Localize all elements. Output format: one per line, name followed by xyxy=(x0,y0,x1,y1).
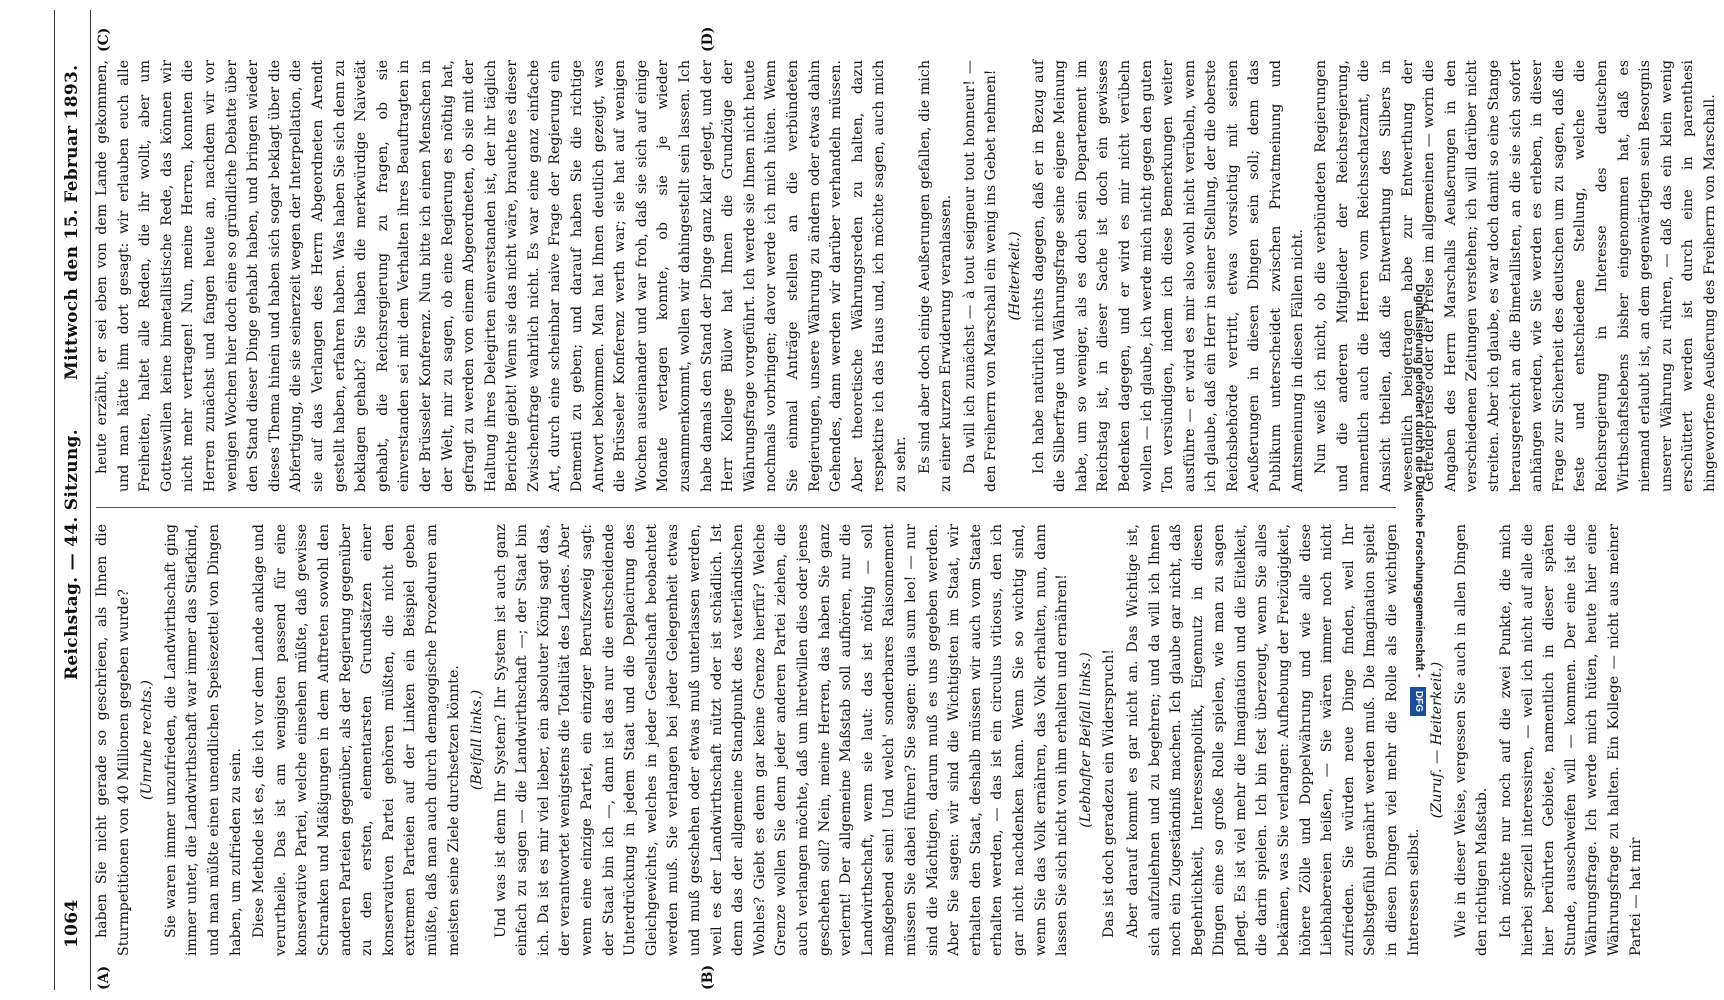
stage-direction: (Zuruf. — Heiterkeit.) xyxy=(1429,661,1446,819)
paragraph: haben Sie nicht gerade so geschrieen, als Ihnen die Sturmpetitionen von 40 Millionen gegeben wurde? xyxy=(94,524,132,956)
page-number: 1064 xyxy=(62,899,82,948)
paragraph: Ich möchte nur noch auf die zwei Punkte, die mich hierbei speziell interessiren, — weil ich nicht auf alle die hier berührten Gebiete, namentlich in dieser späten Stunde, ausschweifen will — kommen. Der eine ist die Währungsfrage. Ich werde mich hüten, heute hier eine Währungsfrage zu halten. Ein Kollege — nicht aus meiner Partei — hat mir xyxy=(1498,524,1644,956)
paragraph: Nun weiß ich nicht, ob die verbündeten Regierungen und die anderen Mitglieder der Reichsregierung, namentlich auch die Herren vom Reichsschatzamt, die Ansicht theilen, daß die Entwerthung des Silbers in wesentlich beigetragen habe zur Entwerthung der Getreidepreise oder der Preise im allgemeinen — worin die Angaben des Herrn Marschalls Aeußerungen in den verschiedenen Zeitungen verstehen; ich will darüber nicht streiten. Aber ich glaube, es war doch damit so eine Stange herausgereicht an die Bimetallisten, an die sie sich sofort anhängen werden, wie Sie werden es erleben, in dieser Frage zur Sicherheit des deutschen um zu sagen, daß die feste und entschiedene Stellung, welche die Reichsregierung in Interesse des deutschen Wirthschaftslebens bisher eingenommen hat, daß es niemand erlaubt ist, an dem gegenwärtigen sein Besorgnis unserer Währung zu rühren, — daß das ein klein wenig erschüttert werden ist durch eine in parenthesi hingeworfene Aeußerung des Freiherrn von Marschall. xyxy=(1313,60,1718,492)
header-rule xyxy=(90,10,91,990)
margin-marker-c: (C) xyxy=(96,27,112,52)
header-date: Mittwoch den 15. Februar 1893. xyxy=(62,64,82,380)
paragraph: Diese Methode ist es, die ich vor dem Lande anklage und verurtheile. Das ist am wenigsten passend für eine konservative Partei, welche einsehen müßte, daß gewisse Schranken und Mäßigungen in dem Auftreten sowohl den anderen Parteien gegenüber, als der Regierung gegenüber zu den ersten, elementarsten Grundsätzen einer konservativen Partei gehören müßten, die nicht den extremen Parteien auf der Linken ein Beispiel geben müßte, daß man auch durch demagogische Prozeduren am meisten seine Ziele durchsetzen könnte. xyxy=(251,524,462,956)
paragraph: Ich habe natürlich nichts dagegen, daß er in Bezug auf die Silberfrage und Währungsfrage seine eigene Meinung habe, um so weniger, als es doch sein Departement im Reichstag ist, in dieser Sache ist doch ein gewisses Bedenken dagegen, und er wird es mir nicht verübeln wollen — ich glaube, ich werde mich nicht gegen den guten Ton versündigen, indem ich diese Bemerkungen weiter ausführe — er wird es mir also wohl nicht verübeln, wenn ich glaube, daß ein Herr in seiner Stellung, der die oberste Reichsbehörde vertritt, etwas vorsichtig mit seinen Aeußerungen in diesen Dingen sein soll; denn das Publikum unterscheidet zwischen Privatmeinung und Amtsmeinung in diesen Fällen nicht. xyxy=(1030,60,1306,492)
margin-marker-d: (D) xyxy=(700,26,716,52)
right-column xyxy=(92,60,1724,492)
margin-marker-a: (A) xyxy=(96,965,112,990)
paragraph: heute erzählt, er sei eben von dem Lande gekommen, und man hätte ihm dort gesagt: wir erlauben euch alle Freiheiten, haltet alle Reden, die ihr wollt, aber um Gotteswillen keine bimetallistische Rede, das können wir nicht mehr vertragen! Nun, meine Herren, konnten die Herren zunächst und fangen heute an, nachdem wir vor wenigen Wochen hier doch eine so gründliche Debatte über den Stand dieser Dinge gehabt haben, und bringen wieder dieses Thema hinein und haben sich sogar beklagt über die Abfertigung, die sie seinerzeit wegen der Interpellation, die sie auf das Verlangen des Herrn Abgeordneten Arendt gestellt haben, erfahren haben. Was haben Sie sich denn zu beklagen gehabt? Sie haben die merkwürdige Naivetät gehabt, die Reichsregierung zu fragen, ob sie einverstanden sei mit dem Verhalten ihres Beauftragten in der Brüsseler Konferenz. Nun bitte ich einen Menschen in der Welt, mir zu sagen, ob eine Regierung es nöthig hat, gefragt zu werden von einem Abgeordneten, ob sie mit der Haltung ihres Delegirten einverstanden ist, der ihr täglich Berichte giebt! Wenn sie das nicht wäre, brauchte es dieser Zwischenfrage wahrlich nicht. Es war eine ganz einfache Art, durch eine scheinbar naive Frage der Regierung ein Dementi zu geben; und darauf haben Sie die richtige Antwort bekommen. Man hat Ihnen deutlich gezeigt, was die Brüsseler Konferenz werth war; sie hat auf wenigen Wochen auseinander und war froh, daß sie sich auf einige Monate vertagen konnte, ob sie je wieder zusammenkommt, wollen wir dahingestellt sein lassen. Ich habe damals den Stand der Dinge ganz klar gelegt, und der Herr Kollege Bülow hat Ihnen die Grundzüge der Währungsfrage vorgeführt. Ich werde sie Ihnen nicht heute nochmals vorbringen; davor werde ich mich hüten. Wenn Sie einmal Anträge stellen an die verbündeten Regierungen, unsere Währung zu ändern oder etwas dahin Gehendes, dann werden wir darüber verhandeln müssen. Aber theoretische Währungsreden zu halten, dazu respektire ich das Haus und, ich möchte sagen, auch mich zu sehr. xyxy=(94,60,909,492)
stage-direction: (Unruhe rechts.) xyxy=(139,680,156,800)
paragraph: Wie in dieser Weise, vergessen Sie auch in allen Dingen den richtigen Maßstab. xyxy=(1452,524,1491,956)
paragraph: Das ist doch geradezu ein Widerspruch! xyxy=(1101,649,1118,938)
page-header xyxy=(58,20,90,980)
paragraph: Da will ich zunächst — à tout seigneur tout honneur! — den Freiherrn von Marschall ein wenig ins Gebet nehmen! xyxy=(961,60,1000,492)
digitization-stamp xyxy=(1406,0,1432,1000)
top-rule xyxy=(54,10,55,990)
margin-marker-b: (B) xyxy=(700,964,716,990)
stage-direction: (Lebhafter Beifall links.) xyxy=(1077,652,1094,828)
column-divider xyxy=(96,507,1396,508)
stamp-text: Digitalisierung gefördert durch die Deutsche Forschungsgemeinschaft - xyxy=(1413,284,1425,678)
header-title: Reichstag. — 44. Sitzung. xyxy=(62,429,82,680)
stage-direction: (Beifall links.) xyxy=(469,689,486,791)
paragraph: Und was ist denn Ihr System? Ihr System ist auch ganz einfach zu sagen — die Landwirthschaft —; der Staat bin ich. Da ist es mir viel lieber, ein absoluter König sagt das, der verantwortet wenigstens die Totalität des Landes. Aber wenn eine einzige Partei, ein einziger Berufszweig sagt: der Staat bin ich —, dann ist das nur die entscheidende Unterdrückung in jedem Staat und die Deplacirung des Gleichgewichts, welches in jeder Gesellschaft beobachtet werden muß. Sie verlangen bei jeder Gelegenheit etwas und muß geschehen oder etwas muß unterlassen werden, weil es der Landwirthschaft nützt oder ist schädlich. Ist denn das der allgemeine Standpunkt des vaterländischen Wohles? Giebt es denn gar keine Grenze hierfür? Welche Grenze wollen Sie denn jeder anderen Partei ziehen, die auch verlangen möchte, daß um ihretwillen dies oder jenes geschehen soll? Nein, meine Herren, das haben Sie ganz verlernt! Der allgemeine Maßstab soll aufhören, nur die Landwirthschaft, wenn sie laut: das ist nöthig — soll maßgebend sein! Und welch' sonderbares Raisonnement müssen Sie dabei führen? Sie sagen: quia sum leo! — nur sind die Mächtigen, darum muß es uns gegeben werden. Aber Sie sagen: wir sind die Wichtigsten im Staat, wir erhalten den Staat, deshalb müssen wir auch vom Staate erhalten werden, — das ist ein circulus vitiosus, den ich gar nicht nachdenken kann. Wenn Sie so wichtig sind, wenn Sie das Volk ernähren, das Volk erhalten, nun, dann lassen Sie sich nicht von ihm erhalten und ernähren! xyxy=(492,524,1071,956)
paragraph: Es sind aber doch einige Aeußerungen gefallen, die mich zu einer kurzen Erwiderung veranlassen. xyxy=(916,60,955,492)
dfg-logo: DFG xyxy=(1410,687,1426,716)
paragraph: Sie waren immer unzufrieden, die Landwirthschaft ging immer unter, die Landwirthschaft war immer das Stiefkind, und man müßte einen unendlichen Speisezettel von Dingen haben, um zufrieden zu sein. xyxy=(162,524,244,956)
paragraph: Aber darauf kommt es gar nicht an. Das Wichtige ist, sich aufzulehnen und zu begehren; und da will ich Ihnen noch ein Zugeständniß machen. Ich glaube gar nicht, daß Begehrlichkeit, Interessenpolitik, Eigennutz in diesen Dingen eine so große Rolle spielen, wie man zu sagen pflegt. Es ist viel mehr die Imagination und die Eitelkeit, die darin spielen. Ich bin fest überzeugt, wenn Sie alles bekämen, was Sie verlangen: Aufhebung der Freizügigkeit, höhere Zölle und Doppelwährung und wie alle diese Liebhabereien heißen, — Sie wären immer noch nicht zufrieden. Sie würden neue Dinge finden, weil Ihr Selbstgefühl genährt werden muß. Die Imagination spielt in diesen Dingen viel mehr die Rolle als die wichtigen Interessen selbst. xyxy=(1124,524,1422,956)
stage-direction: (Heiterkeit.) xyxy=(1006,231,1023,321)
